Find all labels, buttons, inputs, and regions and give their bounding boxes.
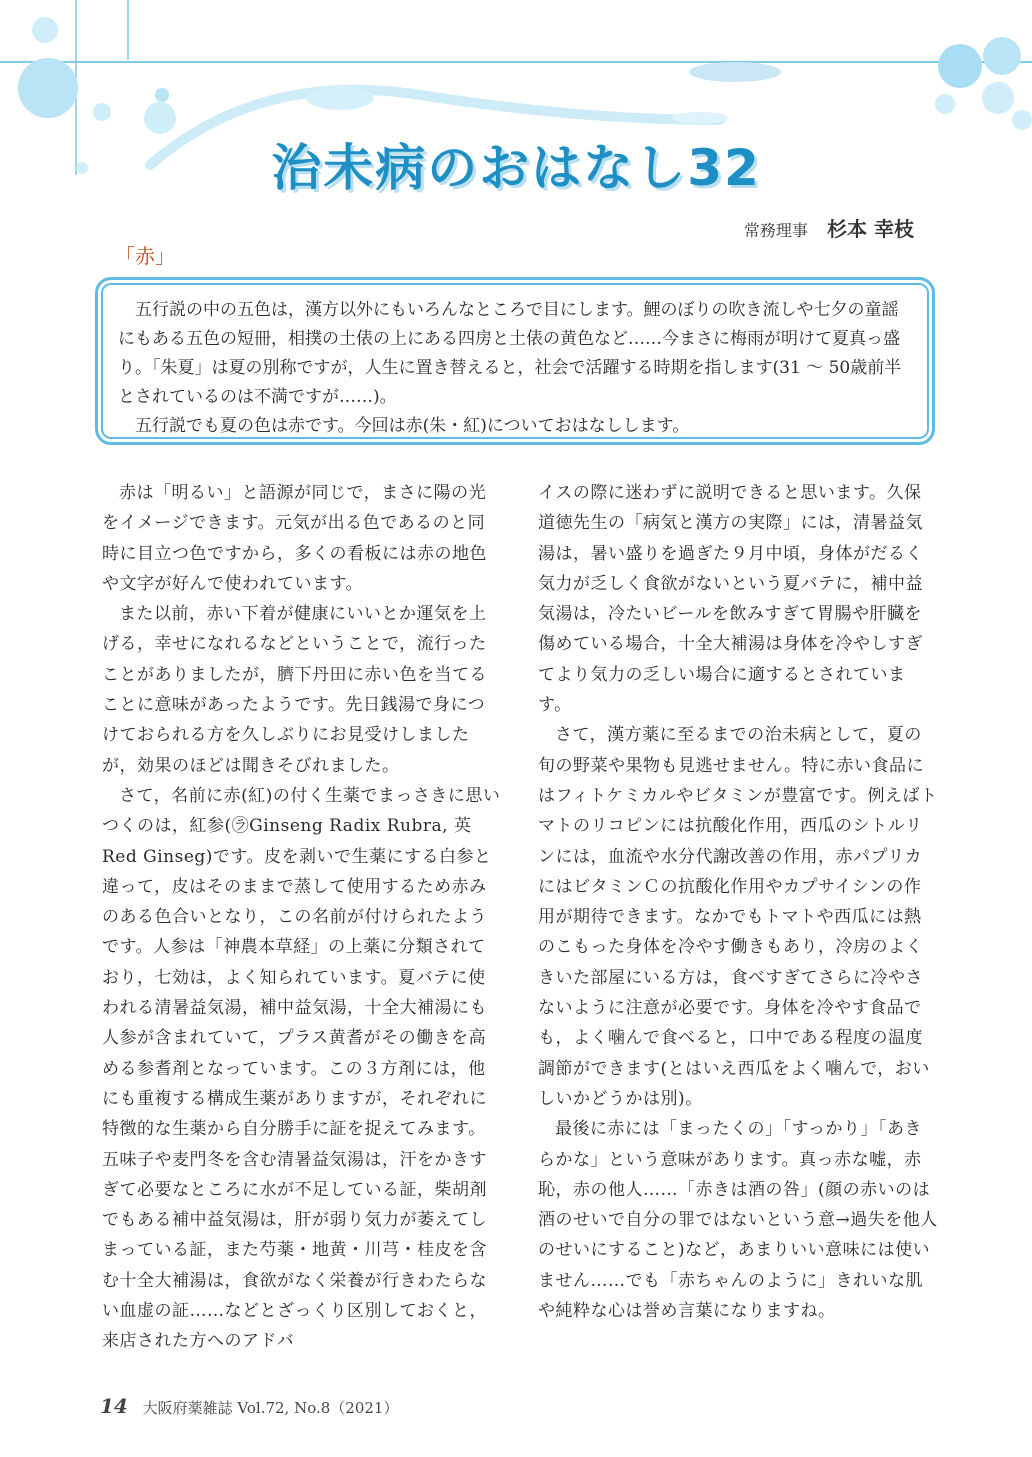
intro-paragraph: 五行説でも夏の色は赤です。今回は赤(朱・紅)についておはなしします。 bbox=[135, 416, 690, 436]
body-paragraph: さて，漢方薬に至るまでの治未病として，夏の旬の野菜や果物も見逃せません。特に赤い食品にはフィトケミカルやビタミンが豊富です。例えばトマトのリコピンには抗酸化作用，西瓜のシトルリンには，血流や水分代謝改善の作用，赤パプリカにはビタミンＣの抗酸化作用やカプサイシンの作用が期待できます。なかでもトマトや西瓜には熱のこもった身体を冷やす働きもあり，冷房のよくきいた部屋にいる方は，食べすぎてさらに冷やさないように注意が必要です。身体を冷やす食品でも，よく噛んで食べると，口中である程度の温度調節ができます(とはいえ西瓜をよく噛んで，おいしいかどうかは別)。 bbox=[538, 725, 938, 1109]
body-paragraph: 最後に赤には「まったくの」「すっかり」「あきらかな」という意味があります。真っ赤な嘘，赤恥，赤の他人……「赤きは酒の咎」(顔の赤いのは酒のせいで自分の罪ではないという意→過失を他人のせいにすること)など，あまりいい意味には使いません……でも「赤ちゃんのように」きれいな肌や純粋な心は誉め言葉になりますね。 bbox=[538, 1119, 938, 1322]
body-paragraph-continued: イスの際に迷わずに説明できると思います。久保道徳先生の「病気と漢方の実際」には，清暑益気湯は，暑い盛りを過ぎた９月中頃，身体がだるく気力が乏しく食欲がないという夏バテに，補中益気湯は，冷たいビールを飲みすぎて胃腸や肝臓を傷めている場合，十全大補湯は身体を冷やしすぎてより気力の乏しい場合に適するとされています。 bbox=[538, 483, 923, 716]
body-paragraph: さて，名前に赤(紅)の付く生薬でまっさきに思いつくのは，紅参(㋶Ginseng Radix Rubra, 英Red Ginseg)です。皮を剥いで生薬にする白参と違って，皮はそのままで蒸して使用するため赤みのある色合いとなり，この名前が付けられたようです。人参は「神農本草経」の上薬に分類されており，七効は，よく知られています。夏バテに使われる清暑益気湯，補中益気湯，十全大補湯にも人参が含まれていて，プラス黄耆がその働きを高める参耆剤となっています。この３方剤には，他にも重複する構成生薬がありますが，それぞれに特徴的な生薬から自分勝手に証を捉えてみます。五味子や麦門冬を含む清暑益気湯は，汗をかきすぎて必要なところに水が不足している証，柴胡剤でもある補中益気湯は，肝が弱り気力が萎えてしまっている証，また芍薬・地黄・川芎・桂皮を含む十全大補湯は，食欲がなく栄養が行きわたらない血虚の証……などとざっくり区別しておくと，来店された方へのアドバ bbox=[102, 785, 501, 1352]
body-paragraph: また以前，赤い下着が健康にいいとか運気を上げる，幸せになれるなどということで，流行ったことがありましたが，臍下丹田に赤い色を当てることに意味があったようです。先日銭湯で身につけておられる方を久しぶりにお見受けしましたが，効果のほどは聞きそびれました。 bbox=[102, 604, 487, 776]
intro-box bbox=[95, 277, 935, 445]
page-title: 治未病のおはなし32 bbox=[271, 139, 761, 197]
body-paragraph: 赤は「明るい」と語源が同じで，まさに陽の光をイメージできます。元気が出る色であるのと同時に目立つ色ですから，多くの看板には赤の地色や文字が好んで使われています。 bbox=[102, 483, 487, 594]
journal-volume: Vol.72, No.8（2021） bbox=[237, 1399, 399, 1417]
page-footer bbox=[100, 1394, 398, 1418]
body-column-left bbox=[102, 478, 502, 1357]
intro-paragraph: 五行説の中の五色は，漢方以外にもいろんなところで目にします。鯉のぼりの吹き流しや七夕の童謡にもある五色の短冊，相撲の土俵の上にある四房と土俵の黄色など……今まさに梅雨が明けて夏真っ盛り。「朱夏」は夏の別称ですが，人生に置き替えると，社会で活躍する時期を指します(31 〜 50歳前半とされているのは不満ですが……)。 bbox=[118, 300, 902, 407]
journal-name: 大阪府薬雑誌 bbox=[142, 1399, 233, 1417]
author-name: 杉本 幸枝 bbox=[827, 217, 914, 241]
author-line bbox=[744, 213, 914, 242]
author-role: 常務理事 bbox=[743, 221, 808, 240]
page-number: 14 bbox=[100, 1394, 128, 1418]
section-heading: 「赤」 bbox=[115, 244, 175, 268]
body-column-right bbox=[538, 478, 938, 1326]
